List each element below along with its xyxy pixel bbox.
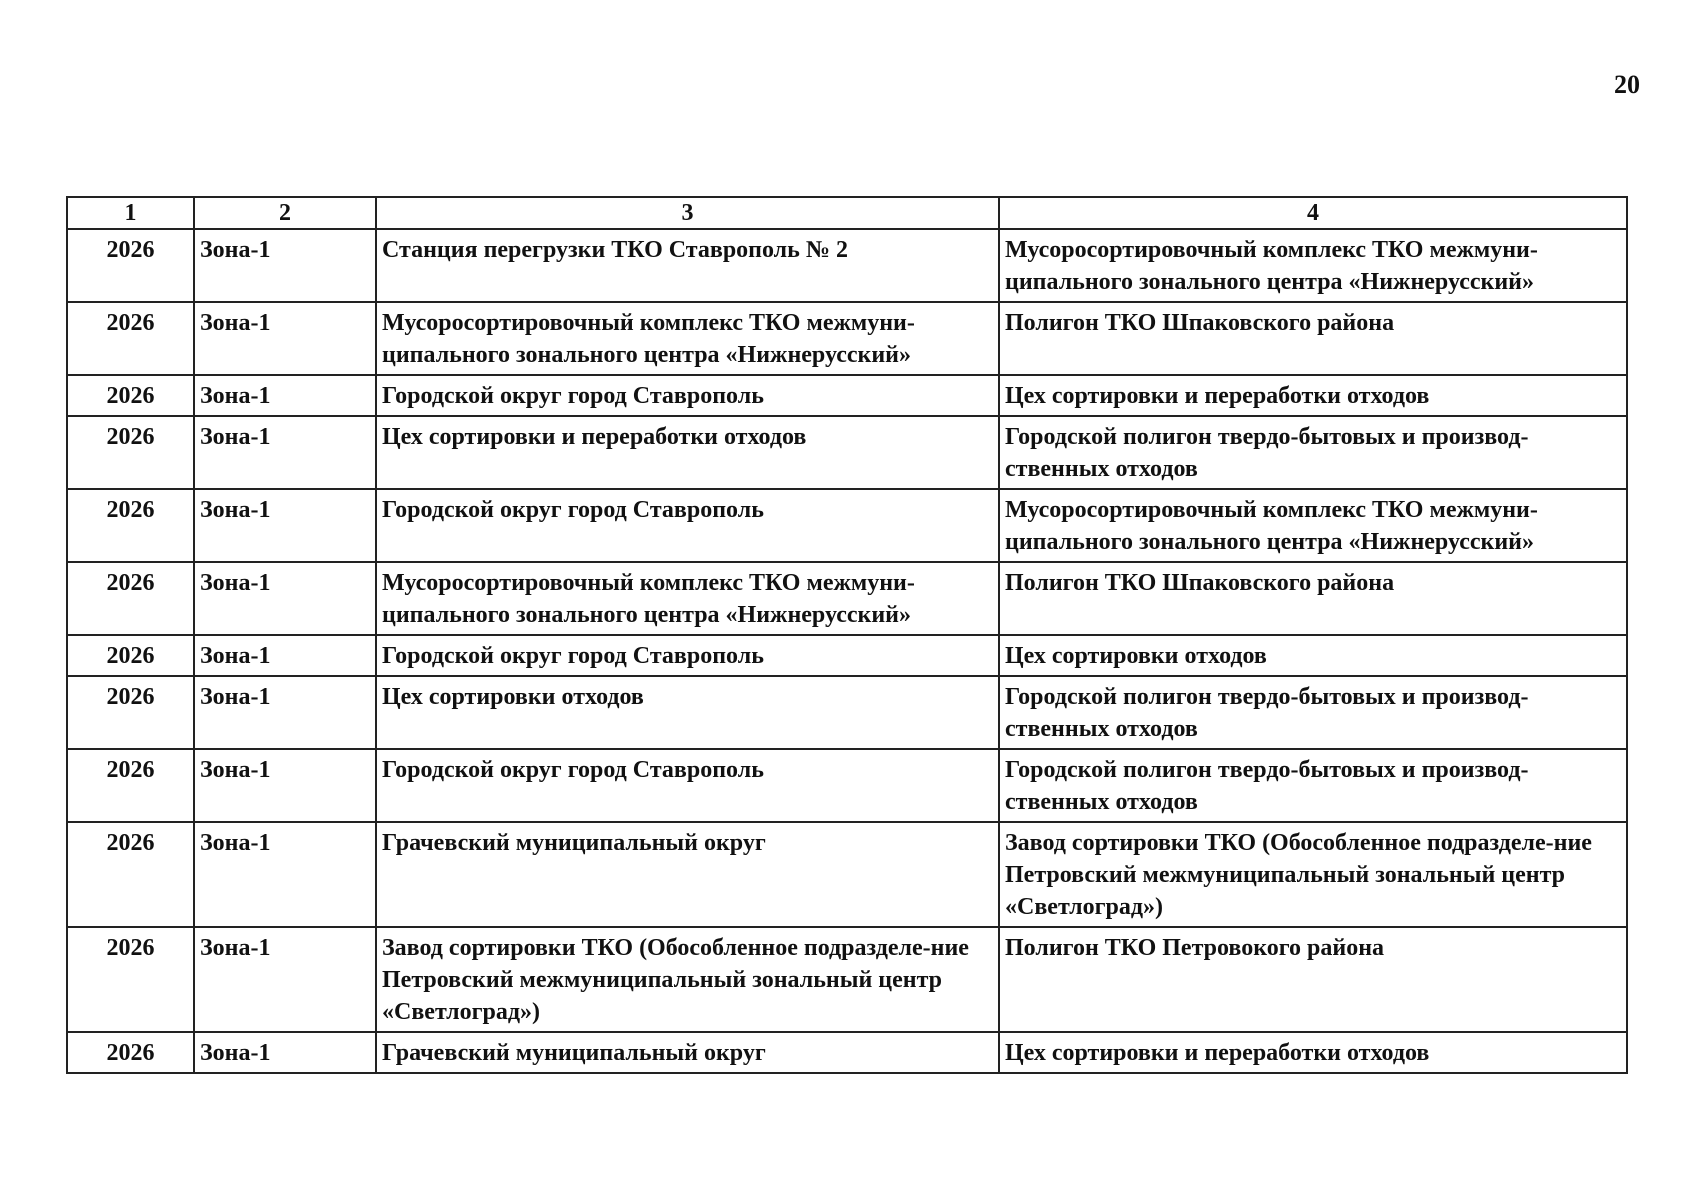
- column-header-1: 1: [67, 197, 194, 229]
- cell-year: 2026: [67, 927, 194, 1032]
- cell-zone: Зона-1: [194, 927, 376, 1032]
- table-row: [67, 635, 1627, 676]
- cell-year: 2026: [67, 562, 194, 635]
- table-row: [67, 489, 1627, 562]
- column-header-2: 2: [194, 197, 376, 229]
- cell-source: Цех сортировки и переработки отходов: [376, 416, 999, 489]
- cell-year: 2026: [67, 416, 194, 489]
- cell-year: 2026: [67, 302, 194, 375]
- cell-source: Городской округ город Ставрополь: [376, 749, 999, 822]
- cell-year: 2026: [67, 375, 194, 416]
- cell-zone: Зона-1: [194, 749, 376, 822]
- cell-source: Городской округ город Ставрополь: [376, 375, 999, 416]
- column-header-4: 4: [999, 197, 1627, 229]
- cell-source: Грачевский муниципальный округ: [376, 1032, 999, 1073]
- cell-source: Мусоросортировочный комплекс ТКО межмуни-ципального зонального центра «Нижнерусский»: [376, 562, 999, 635]
- table-row: [67, 229, 1627, 302]
- cell-zone: Зона-1: [194, 562, 376, 635]
- table-row: [67, 822, 1627, 927]
- cell-year: 2026: [67, 822, 194, 927]
- cell-destination: Городской полигон твердо-бытовых и производ-ственных отходов: [999, 416, 1627, 489]
- cell-source: Завод сортировки ТКО (Обособленное подразделе-ние Петровский межмуниципальный зональный центр «Светлоград»): [376, 927, 999, 1032]
- cell-year: 2026: [67, 489, 194, 562]
- cell-destination: Цех сортировки и переработки отходов: [999, 1032, 1627, 1073]
- cell-destination: Цех сортировки отходов: [999, 635, 1627, 676]
- cell-source: Грачевский муниципальный округ: [376, 822, 999, 927]
- table-row: [67, 416, 1627, 489]
- cell-destination: Мусоросортировочный комплекс ТКО межмуни-ципального зонального центра «Нижнерусский»: [999, 489, 1627, 562]
- cell-year: 2026: [67, 635, 194, 676]
- cell-destination: Полигон ТКО Петровокого района: [999, 927, 1627, 1032]
- cell-source: Станция перегрузки ТКО Ставрополь № 2: [376, 229, 999, 302]
- cell-source: Городской округ город Ставрополь: [376, 489, 999, 562]
- cell-destination: Мусоросортировочный комплекс ТКО межмуни-ципального зонального центра «Нижнерусский»: [999, 229, 1627, 302]
- table-header-row: [67, 197, 1627, 229]
- cell-zone: Зона-1: [194, 489, 376, 562]
- column-header-3: 3: [376, 197, 999, 229]
- routes-table: [66, 196, 1628, 1074]
- cell-year: 2026: [67, 229, 194, 302]
- table-row: [67, 562, 1627, 635]
- table-row: [67, 375, 1627, 416]
- cell-zone: Зона-1: [194, 1032, 376, 1073]
- cell-year: 2026: [67, 1032, 194, 1073]
- cell-zone: Зона-1: [194, 676, 376, 749]
- cell-zone: Зона-1: [194, 416, 376, 489]
- cell-destination: Городской полигон твердо-бытовых и производ-ственных отходов: [999, 749, 1627, 822]
- cell-zone: Зона-1: [194, 302, 376, 375]
- table-row: [67, 676, 1627, 749]
- cell-source: Городской округ город Ставрополь: [376, 635, 999, 676]
- table-row: [67, 302, 1627, 375]
- cell-zone: Зона-1: [194, 822, 376, 927]
- cell-destination: Цех сортировки и переработки отходов: [999, 375, 1627, 416]
- cell-zone: Зона-1: [194, 229, 376, 302]
- table-row: [67, 749, 1627, 822]
- cell-destination: Городской полигон твердо-бытовых и производ-ственных отходов: [999, 676, 1627, 749]
- cell-source: Цех сортировки отходов: [376, 676, 999, 749]
- cell-zone: Зона-1: [194, 635, 376, 676]
- cell-year: 2026: [67, 676, 194, 749]
- table-row: [67, 927, 1627, 1032]
- cell-zone: Зона-1: [194, 375, 376, 416]
- table-row: [67, 1032, 1627, 1073]
- page-number: 20: [1614, 70, 1640, 99]
- cell-destination: Полигон ТКО Шпаковского района: [999, 562, 1627, 635]
- cell-destination: Полигон ТКО Шпаковского района: [999, 302, 1627, 375]
- cell-year: 2026: [67, 749, 194, 822]
- cell-source: Мусоросортировочный комплекс ТКО межмуни-ципального зонального центра «Нижнерусский»: [376, 302, 999, 375]
- cell-destination: Завод сортировки ТКО (Обособленное подразделе-ние Петровский межмуниципальный зональный центр «Светлоград»): [999, 822, 1627, 927]
